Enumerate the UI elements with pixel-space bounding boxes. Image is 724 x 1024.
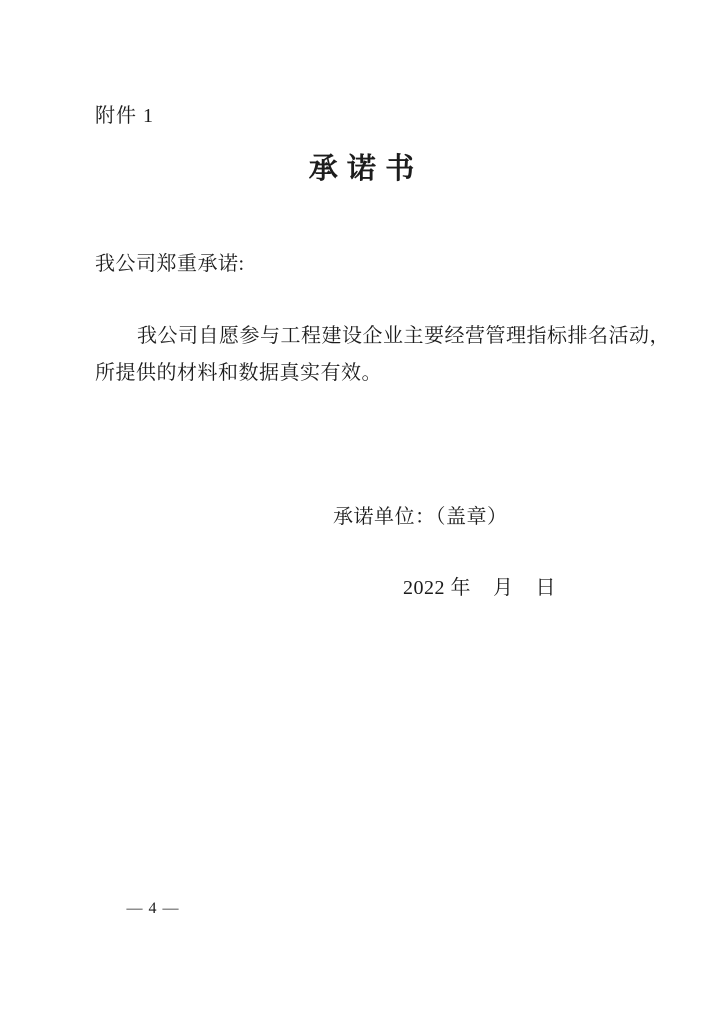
- salutation-line: 我公司郑重承诺:: [95, 253, 245, 275]
- body-paragraph-line-2: 所提供的材料和数据真实有效。: [95, 362, 382, 384]
- body-paragraph-line-1: 我公司自愿参与工程建设企业主要经营管理指标排名活动，: [137, 325, 670, 347]
- date-line: 2022 年 月 日: [403, 577, 556, 599]
- page-number: — 4 —: [126, 900, 180, 917]
- signature-unit-label: 承诺单位：（盖章）: [333, 506, 508, 528]
- attachment-label: 附件 1: [95, 105, 154, 127]
- document-title: 承 诺 书: [308, 153, 416, 185]
